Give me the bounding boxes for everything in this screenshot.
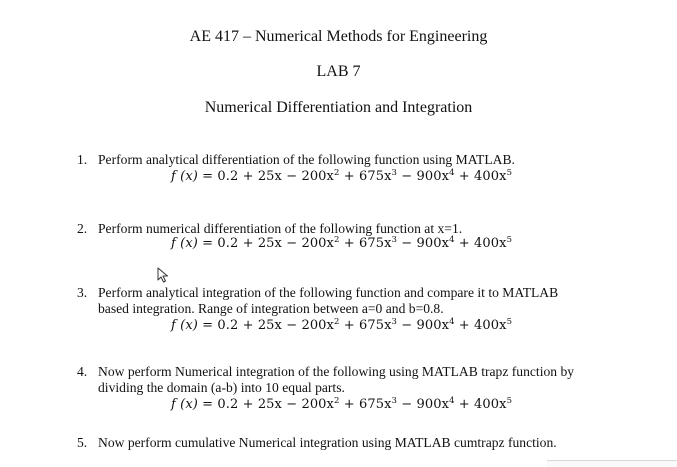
formula-exponent: 3	[391, 396, 398, 406]
formula-lhs: f (x)	[171, 318, 198, 333]
function-formula	[171, 318, 512, 334]
page-edge	[547, 460, 677, 467]
formula-exponent: 2	[334, 168, 340, 178]
formula-exponent: 3	[391, 168, 398, 178]
task-text	[98, 221, 638, 237]
formula-term: + 400x	[454, 397, 507, 412]
formula-term: + 400x	[454, 236, 507, 251]
formula-exponent: 4	[449, 235, 455, 245]
task-text-line: Now perform cumulative Numerical integration using MATLAB cumtrapz function.	[98, 435, 557, 450]
task-text-line: Perform analytical integration of the following function and compare it to MATLAB	[98, 285, 559, 300]
formula-term: = 0.2 + 25x − 200x	[202, 318, 334, 333]
task-number: 4.	[77, 364, 88, 379]
function-formula	[171, 236, 512, 252]
formula-exponent: 3	[391, 235, 398, 245]
formula-exponent: 4	[449, 396, 455, 406]
formula-term: + 675x	[339, 169, 392, 184]
lab-number: LAB 7	[316, 63, 361, 80]
formula-lhs: f (x)	[171, 397, 198, 412]
formula-term: + 675x	[339, 397, 392, 412]
course-title: AE 417 – Numerical Methods for Engineering	[189, 28, 488, 45]
formula-lhs: f (x)	[171, 236, 198, 251]
formula-term: + 675x	[339, 236, 392, 251]
formula-term: − 900x	[397, 169, 450, 184]
task-text-line: based integration. Range of integration between a=0 and b=0.8.	[98, 301, 444, 316]
task-text-line: Now perform Numerical integration of the following using MATLAB trapz function by	[98, 364, 575, 379]
formula-term: + 400x	[454, 169, 507, 184]
lab-subtitle: Numerical Differentiation and Integration	[204, 99, 473, 116]
task-text-line: dividing the domain (a-b) into 10 equal parts.	[98, 380, 345, 395]
formula-term: + 675x	[339, 318, 392, 333]
formula-exponent: 2	[334, 396, 340, 406]
formula-lhs: f (x)	[171, 169, 198, 184]
formula-exponent: 5	[506, 317, 513, 327]
formula-term: + 400x	[454, 318, 507, 333]
formula-term: = 0.2 + 25x − 200x	[202, 236, 334, 251]
mouse-pointer-icon	[157, 267, 169, 283]
task-text	[98, 285, 638, 317]
task-number: 2.	[77, 221, 88, 236]
function-formula	[171, 169, 512, 185]
formula-exponent: 4	[449, 317, 455, 327]
function-formula	[171, 397, 512, 413]
formula-term: − 900x	[397, 318, 450, 333]
formula-exponent: 2	[334, 317, 340, 327]
task-text	[98, 364, 638, 396]
formula-exponent: 2	[334, 235, 340, 245]
formula-exponent: 3	[391, 317, 398, 327]
task-text-line: Perform analytical differentiation of the following function using MATLAB.	[98, 152, 515, 167]
formula-exponent: 5	[506, 168, 513, 178]
task-number: 5.	[77, 435, 88, 450]
task-number: 1.	[77, 152, 88, 167]
formula-exponent: 5	[506, 235, 513, 245]
formula-term: − 900x	[397, 397, 450, 412]
formula-exponent: 5	[506, 396, 513, 406]
formula-exponent: 4	[449, 168, 455, 178]
task-number: 3.	[77, 285, 88, 300]
task-text	[98, 435, 638, 451]
formula-term: = 0.2 + 25x − 200x	[202, 169, 334, 184]
formula-term: = 0.2 + 25x − 200x	[202, 397, 334, 412]
task-text	[98, 152, 638, 168]
formula-term: − 900x	[397, 236, 450, 251]
task-text-line: Perform numerical differentiation of the following function at x=1.	[98, 221, 463, 236]
